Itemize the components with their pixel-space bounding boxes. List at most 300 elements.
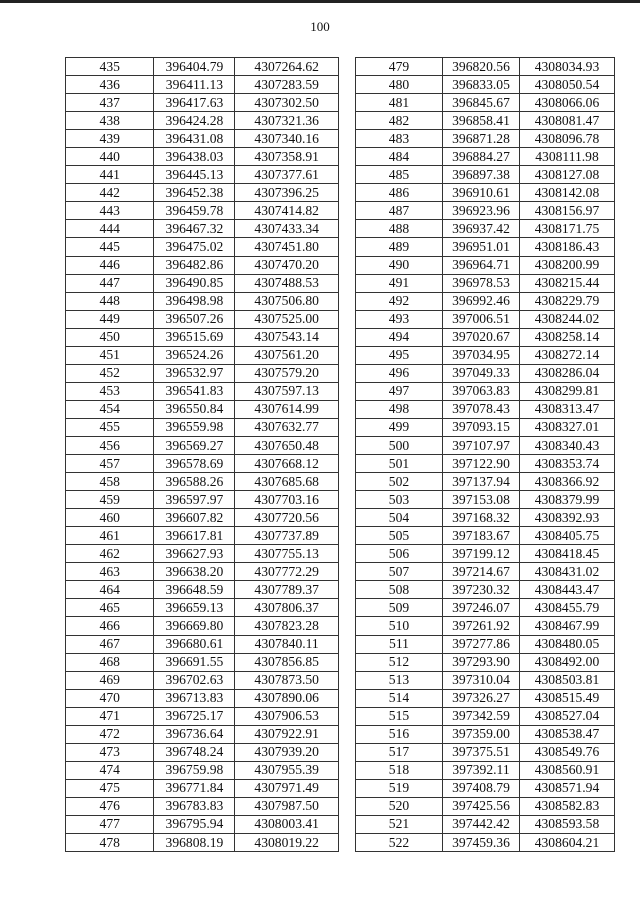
y-coordinate-cell: 4308111.98 [520,148,615,166]
y-coordinate-cell: 4307939.20 [235,743,339,761]
point-number-cell: 441 [66,166,154,184]
table-row [356,364,615,382]
x-coordinate-cell: 396702.63 [154,671,235,689]
y-coordinate-cell: 4307506.80 [235,292,339,310]
table-row [66,220,339,238]
point-number-cell: 442 [66,184,154,202]
y-coordinate-cell: 4308467.99 [520,617,615,635]
x-coordinate-cell: 396795.94 [154,815,235,833]
x-coordinate-cell: 397078.43 [443,400,520,418]
point-number-cell: 512 [356,653,443,671]
y-coordinate-cell: 4308142.08 [520,184,615,202]
point-number-cell: 480 [356,76,443,94]
y-coordinate-cell: 4308299.81 [520,382,615,400]
point-number-cell: 484 [356,148,443,166]
y-coordinate-cell: 4308480.05 [520,635,615,653]
y-coordinate-cell: 4308492.00 [520,653,615,671]
table-row [66,491,339,509]
point-number-cell: 476 [66,797,154,815]
y-coordinate-cell: 4307396.25 [235,184,339,202]
table-row [66,473,339,491]
page-top-edge [0,0,640,3]
point-number-cell: 468 [66,653,154,671]
point-number-cell: 461 [66,527,154,545]
y-coordinate-cell: 4307987.50 [235,797,339,815]
y-coordinate-cell: 4308379.99 [520,491,615,509]
y-coordinate-cell: 4308081.47 [520,112,615,130]
coordinate-table-right [355,57,615,852]
y-coordinate-cell: 4307264.62 [235,58,339,76]
x-coordinate-cell: 396820.56 [443,58,520,76]
x-coordinate-cell: 397183.67 [443,527,520,545]
y-coordinate-cell: 4308443.47 [520,581,615,599]
point-number-cell: 514 [356,689,443,707]
x-coordinate-cell: 396858.41 [443,112,520,130]
y-coordinate-cell: 4308340.43 [520,436,615,454]
point-number-cell: 440 [66,148,154,166]
y-coordinate-cell: 4308593.58 [520,815,615,833]
x-coordinate-cell: 396467.32 [154,220,235,238]
x-coordinate-cell: 396923.96 [443,202,520,220]
point-number-cell: 507 [356,563,443,581]
point-number-cell: 447 [66,274,154,292]
x-coordinate-cell: 397137.94 [443,473,520,491]
y-coordinate-cell: 4308313.47 [520,400,615,418]
point-number-cell: 493 [356,310,443,328]
table-row [356,274,615,292]
y-coordinate-cell: 4307414.82 [235,202,339,220]
y-coordinate-cell: 4308229.79 [520,292,615,310]
point-number-cell: 502 [356,473,443,491]
coordinate-table-left [65,57,339,852]
y-coordinate-cell: 4308050.54 [520,76,615,94]
point-number-cell: 498 [356,400,443,418]
y-coordinate-cell: 4308272.14 [520,346,615,364]
table-row [356,220,615,238]
x-coordinate-cell: 396569.27 [154,436,235,454]
x-coordinate-cell: 397277.86 [443,635,520,653]
table-row [66,815,339,833]
point-number-cell: 458 [66,473,154,491]
table-row [66,635,339,653]
x-coordinate-cell: 397326.27 [443,689,520,707]
x-coordinate-cell: 396541.83 [154,382,235,400]
table-row [66,797,339,815]
table-row [356,743,615,761]
x-coordinate-cell: 397122.90 [443,455,520,473]
point-number-cell: 482 [356,112,443,130]
table-row [356,166,615,184]
point-number-cell: 478 [66,834,154,852]
table-row [356,238,615,256]
table-row [356,761,615,779]
point-number-cell: 445 [66,238,154,256]
y-coordinate-cell: 4308156.97 [520,202,615,220]
y-coordinate-cell: 4308366.92 [520,473,615,491]
table-row [66,274,339,292]
table-row [66,130,339,148]
table-row [66,455,339,473]
point-number-cell: 487 [356,202,443,220]
point-number-cell: 467 [66,635,154,653]
point-number-cell: 511 [356,635,443,653]
point-number-cell: 501 [356,455,443,473]
x-coordinate-cell: 396871.28 [443,130,520,148]
point-number-cell: 510 [356,617,443,635]
table-row [66,382,339,400]
table-row [66,346,339,364]
point-number-cell: 519 [356,779,443,797]
x-coordinate-cell: 396452.38 [154,184,235,202]
table-row [356,130,615,148]
table-row [356,292,615,310]
x-coordinate-cell: 396992.46 [443,292,520,310]
y-coordinate-cell: 4308215.44 [520,274,615,292]
point-number-cell: 470 [66,689,154,707]
y-coordinate-cell: 4307470.20 [235,256,339,274]
table-row [66,653,339,671]
x-coordinate-cell: 396680.61 [154,635,235,653]
point-number-cell: 499 [356,418,443,436]
point-number-cell: 481 [356,94,443,112]
table-row [66,545,339,563]
x-coordinate-cell: 396559.98 [154,418,235,436]
y-coordinate-cell: 4308549.76 [520,743,615,761]
table-row [66,94,339,112]
table-row [66,707,339,725]
y-coordinate-cell: 4308455.79 [520,599,615,617]
point-number-cell: 449 [66,310,154,328]
x-coordinate-cell: 396783.83 [154,797,235,815]
y-coordinate-cell: 4307597.13 [235,382,339,400]
y-coordinate-cell: 4308019.22 [235,834,339,852]
x-coordinate-cell: 396808.19 [154,834,235,852]
x-coordinate-cell: 396588.26 [154,473,235,491]
x-coordinate-cell: 397020.67 [443,328,520,346]
point-number-cell: 438 [66,112,154,130]
table-row [356,256,615,274]
point-number-cell: 489 [356,238,443,256]
point-number-cell: 443 [66,202,154,220]
x-coordinate-cell: 397261.92 [443,617,520,635]
x-coordinate-cell: 396659.13 [154,599,235,617]
x-coordinate-cell: 396498.98 [154,292,235,310]
point-number-cell: 505 [356,527,443,545]
x-coordinate-cell: 397359.00 [443,725,520,743]
table-row [356,148,615,166]
table-row [66,834,339,852]
y-coordinate-cell: 4308560.91 [520,761,615,779]
point-number-cell: 485 [356,166,443,184]
point-number-cell: 457 [66,455,154,473]
x-coordinate-cell: 396617.81 [154,527,235,545]
point-number-cell: 437 [66,94,154,112]
table-row [66,202,339,220]
point-number-cell: 474 [66,761,154,779]
table-row [66,148,339,166]
x-coordinate-cell: 396713.83 [154,689,235,707]
table-row [356,310,615,328]
point-number-cell: 454 [66,400,154,418]
table-row [356,473,615,491]
y-coordinate-cell: 4307755.13 [235,545,339,563]
table-row [66,743,339,761]
point-number-cell: 453 [66,382,154,400]
point-number-cell: 520 [356,797,443,815]
y-coordinate-cell: 4307772.29 [235,563,339,581]
x-coordinate-cell: 396490.85 [154,274,235,292]
table-row [66,256,339,274]
table-row [66,364,339,382]
y-coordinate-cell: 4308538.47 [520,725,615,743]
x-coordinate-cell: 396884.27 [443,148,520,166]
x-coordinate-cell: 397442.42 [443,815,520,833]
table-row [356,779,615,797]
x-coordinate-cell: 397375.51 [443,743,520,761]
y-coordinate-cell: 4307806.37 [235,599,339,617]
y-coordinate-cell: 4307823.28 [235,617,339,635]
y-coordinate-cell: 4308353.74 [520,455,615,473]
x-coordinate-cell: 396910.61 [443,184,520,202]
x-coordinate-cell: 396459.78 [154,202,235,220]
point-number-cell: 491 [356,274,443,292]
y-coordinate-cell: 4307543.14 [235,328,339,346]
x-coordinate-cell: 397425.56 [443,797,520,815]
point-number-cell: 494 [356,328,443,346]
point-number-cell: 488 [356,220,443,238]
y-coordinate-cell: 4308171.75 [520,220,615,238]
table-row [66,76,339,94]
x-coordinate-cell: 396482.86 [154,256,235,274]
table-row [356,599,615,617]
y-coordinate-cell: 4307377.61 [235,166,339,184]
table-row [66,527,339,545]
y-coordinate-cell: 4307321.36 [235,112,339,130]
table-row [66,599,339,617]
point-number-cell: 464 [66,581,154,599]
table-row [356,797,615,815]
point-number-cell: 450 [66,328,154,346]
x-coordinate-cell: 397199.12 [443,545,520,563]
x-coordinate-cell: 397408.79 [443,779,520,797]
y-coordinate-cell: 4307451.80 [235,238,339,256]
point-number-cell: 513 [356,671,443,689]
point-number-cell: 509 [356,599,443,617]
x-coordinate-cell: 397093.15 [443,418,520,436]
y-coordinate-cell: 4308096.78 [520,130,615,148]
point-number-cell: 475 [66,779,154,797]
table-row [66,436,339,454]
table-row [356,382,615,400]
y-coordinate-cell: 4308582.83 [520,797,615,815]
x-coordinate-cell: 397006.51 [443,310,520,328]
y-coordinate-cell: 4307840.11 [235,635,339,653]
table-row [356,617,615,635]
table-row [356,112,615,130]
x-coordinate-cell: 396438.03 [154,148,235,166]
page-number: 100 [310,19,330,34]
y-coordinate-cell: 4307650.48 [235,436,339,454]
x-coordinate-cell: 397342.59 [443,707,520,725]
x-coordinate-cell: 396833.05 [443,76,520,94]
x-coordinate-cell: 396725.17 [154,707,235,725]
table-row [356,76,615,94]
table-row [66,310,339,328]
y-coordinate-cell: 4307856.85 [235,653,339,671]
point-number-cell: 486 [356,184,443,202]
x-coordinate-cell: 396736.64 [154,725,235,743]
table-row [356,491,615,509]
x-coordinate-cell: 396964.71 [443,256,520,274]
point-number-cell: 504 [356,509,443,527]
point-number-cell: 471 [66,707,154,725]
x-coordinate-cell: 396638.20 [154,563,235,581]
y-coordinate-cell: 4308258.14 [520,328,615,346]
point-number-cell: 518 [356,761,443,779]
table-row [66,509,339,527]
y-coordinate-cell: 4307525.00 [235,310,339,328]
table-row [356,581,615,599]
point-number-cell: 439 [66,130,154,148]
y-coordinate-cell: 4308034.93 [520,58,615,76]
y-coordinate-cell: 4308527.04 [520,707,615,725]
table-row [66,418,339,436]
point-number-cell: 436 [66,76,154,94]
point-number-cell: 460 [66,509,154,527]
y-coordinate-cell: 4307789.37 [235,581,339,599]
y-coordinate-cell: 4307737.89 [235,527,339,545]
table-row [356,58,615,76]
table-row [356,563,615,581]
y-coordinate-cell: 4307632.77 [235,418,339,436]
table-row [356,455,615,473]
y-coordinate-cell: 4307340.16 [235,130,339,148]
table-row [356,94,615,112]
table-row [356,725,615,743]
table-row [356,707,615,725]
table-row [66,184,339,202]
y-coordinate-cell: 4307685.68 [235,473,339,491]
table-row [66,617,339,635]
x-coordinate-cell: 396550.84 [154,400,235,418]
x-coordinate-cell: 396515.69 [154,328,235,346]
y-coordinate-cell: 4308003.41 [235,815,339,833]
table-row [66,581,339,599]
point-number-cell: 517 [356,743,443,761]
x-coordinate-cell: 396417.63 [154,94,235,112]
table-row [66,725,339,743]
x-coordinate-cell: 397293.90 [443,653,520,671]
x-coordinate-cell: 396691.55 [154,653,235,671]
point-number-cell: 492 [356,292,443,310]
x-coordinate-cell: 396475.02 [154,238,235,256]
point-number-cell: 465 [66,599,154,617]
x-coordinate-cell: 397459.36 [443,834,520,852]
x-coordinate-cell: 396771.84 [154,779,235,797]
point-number-cell: 479 [356,58,443,76]
x-coordinate-cell: 396627.93 [154,545,235,563]
table-row [356,436,615,454]
y-coordinate-cell: 4308286.04 [520,364,615,382]
y-coordinate-cell: 4308186.43 [520,238,615,256]
x-coordinate-cell: 396524.26 [154,346,235,364]
point-number-cell: 473 [66,743,154,761]
x-coordinate-cell: 396748.24 [154,743,235,761]
point-number-cell: 456 [66,436,154,454]
y-coordinate-cell: 4308327.01 [520,418,615,436]
x-coordinate-cell: 396937.42 [443,220,520,238]
y-coordinate-cell: 4307283.59 [235,76,339,94]
table-row [66,761,339,779]
y-coordinate-cell: 4307561.20 [235,346,339,364]
table-row [356,202,615,220]
x-coordinate-cell: 397168.32 [443,509,520,527]
y-coordinate-cell: 4307488.53 [235,274,339,292]
table-row [356,328,615,346]
point-number-cell: 495 [356,346,443,364]
x-coordinate-cell: 397310.04 [443,671,520,689]
y-coordinate-cell: 4307720.56 [235,509,339,527]
y-coordinate-cell: 4307703.16 [235,491,339,509]
point-number-cell: 503 [356,491,443,509]
point-number-cell: 435 [66,58,154,76]
y-coordinate-cell: 4308418.45 [520,545,615,563]
y-coordinate-cell: 4308066.06 [520,94,615,112]
table-row [356,509,615,527]
x-coordinate-cell: 396669.80 [154,617,235,635]
point-number-cell: 444 [66,220,154,238]
x-coordinate-cell: 396845.67 [443,94,520,112]
y-coordinate-cell: 4307358.91 [235,148,339,166]
x-coordinate-cell: 396648.59 [154,581,235,599]
x-coordinate-cell: 397246.07 [443,599,520,617]
point-number-cell: 490 [356,256,443,274]
y-coordinate-cell: 4308431.02 [520,563,615,581]
table-row [356,400,615,418]
table-row [66,400,339,418]
x-coordinate-cell: 396424.28 [154,112,235,130]
point-number-cell: 455 [66,418,154,436]
x-coordinate-cell: 396897.38 [443,166,520,184]
y-coordinate-cell: 4308604.21 [520,834,615,852]
table-row [66,238,339,256]
table-row [66,58,339,76]
x-coordinate-cell: 396597.97 [154,491,235,509]
y-coordinate-cell: 4307955.39 [235,761,339,779]
table-row [356,545,615,563]
table-row [66,779,339,797]
point-number-cell: 477 [66,815,154,833]
x-coordinate-cell: 397034.95 [443,346,520,364]
x-coordinate-cell: 396532.97 [154,364,235,382]
x-coordinate-cell: 396445.13 [154,166,235,184]
table-row [66,328,339,346]
y-coordinate-cell: 4308127.08 [520,166,615,184]
table-row [66,689,339,707]
y-coordinate-cell: 4308571.94 [520,779,615,797]
x-coordinate-cell: 396507.26 [154,310,235,328]
y-coordinate-cell: 4307922.91 [235,725,339,743]
point-number-cell: 515 [356,707,443,725]
point-number-cell: 500 [356,436,443,454]
point-number-cell: 483 [356,130,443,148]
table-row [356,671,615,689]
x-coordinate-cell: 396578.69 [154,455,235,473]
point-number-cell: 451 [66,346,154,364]
x-coordinate-cell: 397153.08 [443,491,520,509]
table-row [356,689,615,707]
y-coordinate-cell: 4308405.75 [520,527,615,545]
